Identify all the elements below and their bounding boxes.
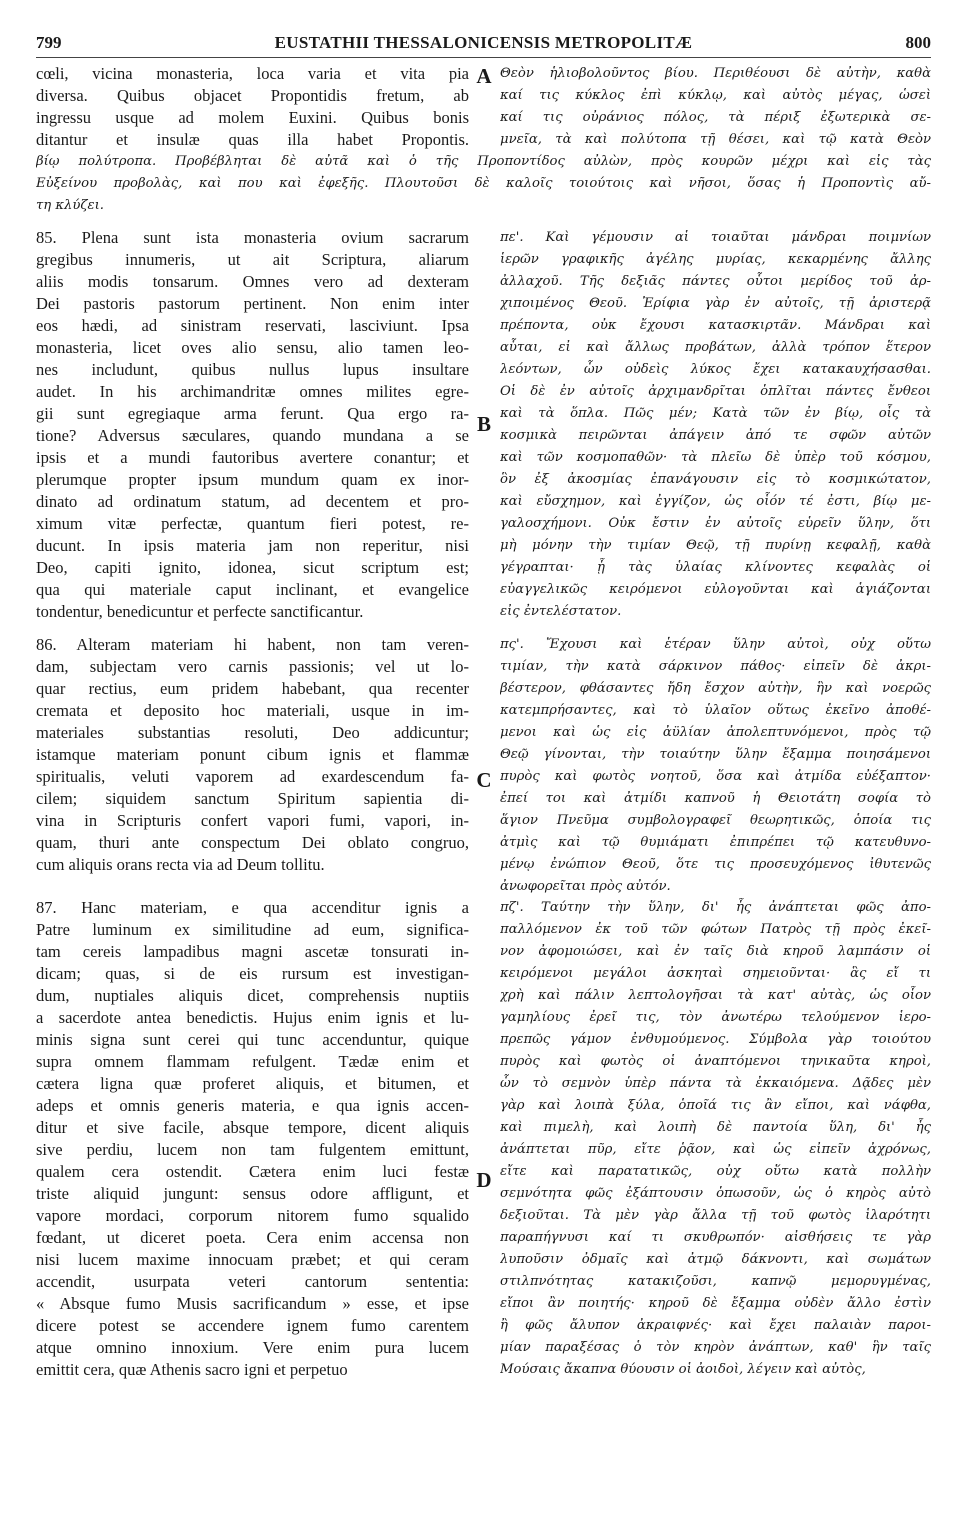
latin-paragraph-85-line: ipsis et a mundi fautoribus avertere conantur; et	[36, 448, 469, 467]
greek-paragraph-85-line: αὗται, εἰ καὶ ἄλλως προβάτων, ἀλλὰ τρόπον ἕτερον	[500, 340, 931, 355]
greek-paragraph-85-line: μὴ μόνην τὴν τιμίαν Θεῷ, τῇ πυρίνῃ κεφαλῇ, καθὰ	[500, 538, 931, 553]
latin-paragraph-87-line: a sacerdote antea benedictis. Hujus enim ignis et lu-	[36, 1008, 469, 1027]
intro-greek-line: Θεὸν ἡλιοβολοῦντος βίου. Περιθέουσι δὲ αὐτὴν, καθὰ	[500, 66, 931, 81]
latin-paragraph-86-line: quam, thuri ante conspectum Dei oblato congruo,	[36, 833, 469, 852]
latin-paragraph-87-line: supra omnem flammam refulgent. Tædæ enim et	[36, 1052, 469, 1071]
latin-paragraph-86-line: spiritualis, veluti vaporem ad exardescendum fa-	[36, 767, 469, 786]
latin-paragraph-85-line: audet. In his archimandritæ omnes milites egre-	[36, 382, 469, 401]
latin-paragraph-85-line: gregibus innumeris, ut ait Scriptura, aliarum	[36, 250, 469, 269]
greek-paragraph-86-line: βέστερον, φθάσαντες ἤδη ἔσχον αὐτὴν, ἣν καὶ νοερῶς	[500, 681, 931, 696]
latin-paragraph-86-line: dam, subjectam vero carnis passionis; vel ut lo-	[36, 657, 469, 676]
latin-paragraph-87-line: accendit, usurpata veteri cantorum sententia:	[36, 1272, 469, 1291]
latin-paragraph-85-line: nes includunt, quibus nullus lupus insultare	[36, 360, 469, 379]
margin-marker-d: D	[476, 1168, 492, 1192]
latin-paragraph-85-line: plerumque propter ipsum mundum quam ex inor-	[36, 470, 469, 489]
greek-paragraph-87-line: γαμηλίους ἐρεῖ τις, τὸν ἀνωτέρω τελούμενον ἱερο-	[500, 1010, 931, 1025]
greek-paragraph-85-line: εὐαγγελικῶς κειρόμενοι εὐλογοῦνται καὶ ἁγιάζονται	[500, 582, 931, 597]
latin-paragraph-85-line: tondentur, benedicuntur et perfecte sanctificantur.	[36, 602, 364, 621]
intro-spanning-line: τη κλύζει.	[36, 198, 104, 213]
latin-paragraph-86-line: cilem; siquidem sanctum Spiritum sapientia di-	[36, 789, 469, 808]
greek-paragraph-87-line: πυρὸς καὶ φωτὸς οἱ ἀναπτόμενοι τηνικαῦτα κηροὶ,	[500, 1054, 931, 1069]
latin-paragraph-87-line: cætera ligna quæ proferet aliquis, et bitumen, et	[36, 1074, 469, 1093]
latin-paragraph-85-line: dinato ad ordinatum statum, ad decentem et pro-	[36, 492, 469, 511]
greek-paragraph-87-line: καὶ πιμελὴ, καὶ λοιπὴ δὲ παντοία ὕλη, δι' ἧς	[500, 1120, 931, 1135]
latin-paragraph-87-line: dicam; quas, si de eis rursum est investigan-	[36, 964, 469, 983]
latin-paragraph-87-line: sive perdiu, lucem non tam fulgentem emittunt,	[36, 1140, 469, 1159]
greek-paragraph-87-line: ἀνάπτεται πῦρ, εἴτε ῥᾷον, καὶ ὡς εἰπεῖν ἀχρόνως,	[500, 1142, 931, 1157]
intro-latin-line: ingressu usque ad molem Euxini. Quibus bonis	[36, 108, 469, 127]
greek-paragraph-87-line: νον ἀφομοιώσει, καὶ ἐν ταῖς διὰ κηροῦ λαμπάσιν οἱ	[500, 944, 931, 959]
intro-greek-line: μνεῖα, τὰ καὶ πολύτοπα τῇ θέσει, καὶ τῷ κατὰ Θεὸν	[500, 132, 931, 147]
latin-paragraph-87-line: qualem cera ostendit. Cætera enim luci festæ	[36, 1162, 469, 1181]
greek-paragraph-85-line: λεόντων, ὧν οὐδεὶς λύκος ἔχει κατακαυχήσασθαι.	[500, 362, 931, 377]
latin-paragraph-87-line: atque omnino innoxium. Vere enim pura lucem	[36, 1338, 469, 1357]
intro-spanning-line: βίῳ πολύτροπα. Προβέβληται δὲ αὐτᾶ καὶ ὁ τῆς Προποντίδος αὐλὼν, πρὸς κουρῶν μέχρι καὶ εἰς τὰς	[36, 154, 931, 169]
latin-paragraph-86-line: cum aliquis orans recta via ad Deum tollitu.	[36, 855, 325, 874]
latin-paragraph-86-line: istamque materiam ponunt cibum ignis et flammæ	[36, 745, 469, 764]
greek-paragraph-86-line: Θεῷ γίνονται, τὴν τοιαύτην ὕλην ἔξαμμα ποιησάμενοι	[500, 747, 931, 762]
latin-paragraph-87-line: ditur et sive facile, absque tempore, dicent aliquis	[36, 1118, 469, 1137]
greek-paragraph-87-line: πρεπῶς γάμον ἐνθυμούμενος. Σύμβολα γὰρ τοιούτου	[500, 1032, 931, 1047]
greek-paragraph-87-line: εἴποι ἂν ποιητής· κηροῦ δὲ ἔξαμμα οὐδὲν ἄλλο ἐστὶν	[500, 1296, 931, 1311]
greek-paragraph-85-line: πε'. Καὶ γέμουσιν αἱ τοιαῦται μάνδραι ποιμνίων	[500, 230, 931, 245]
greek-paragraph-87-line: μίαν παραξέσας ὁ τὸν κηρὸν ἀνάπτων, καθ' ἣν ταῖς	[500, 1340, 931, 1355]
greek-paragraph-87-line: χρὴ καὶ πάλιν λεπτολογῆσαι τὰ κατ' αὐτὰς, ὡς οἷον	[500, 988, 931, 1003]
latin-paragraph-86-line: vina in Scripturis confert vapori fumi, vapori, in-	[36, 811, 469, 830]
latin-paragraph-85-line: 85. Plena sunt ista monasteria ovium sacrarum	[36, 228, 469, 247]
intro-greek-line: καί τις κύκλος ἐπὶ κύκλῳ, καὶ αὐτὸς μέγας, ὡσεὶ	[500, 88, 931, 103]
greek-paragraph-87-line: παραπήγνυσι καί τι σκυθρωπόν· αἰσθήσεις τε γὰρ	[500, 1230, 931, 1245]
greek-paragraph-86-line: ἀτμὶς καὶ τῷ θυμιάματι ἐπιπρέπει τῷ κατευθυνο-	[500, 835, 931, 850]
intro-latin-line: ditantur et insulæ quas illa habet Propontis.	[36, 130, 469, 149]
latin-paragraph-87-line: 87. Hanc materiam, e qua accenditur ignis a	[36, 898, 469, 917]
greek-paragraph-85-line: κοσμικὰ πειρῶνται ἀπάγειν ἀπό τε σφῶν αὐτῶν	[500, 428, 931, 443]
latin-paragraph-85-line: Deo, capiti ignito, idonea, sicut scriptum est;	[36, 558, 469, 577]
greek-paragraph-86-line: πυρὸς καὶ φωτὸς νοητοῦ, ὅσα καὶ ἀτμίδα εὐέξαπτον·	[500, 769, 931, 784]
greek-paragraph-86-line: μένῳ ἐνώπιον Θεοῦ, ὅτε τις προσευχόμενος ἰθυτενῶς	[500, 857, 931, 872]
latin-paragraph-87-line: « Absque fumo Musis sacrificandum » esse, et ipse	[36, 1294, 469, 1313]
greek-paragraph-85-line: καὶ τῶν κοσμοπαθῶν· τὰ πλεῖω δὲ ὑπὲρ τοῦ κόσμου,	[500, 450, 931, 465]
greek-paragraph-85-line: ἀλλαχοῦ. Τῆς δεξιᾶς πάντες οὗτοι μερίδος τοῦ ἀρ-	[500, 274, 931, 289]
greek-paragraph-87-line: γὰρ καὶ λοιπὰ ξύλα, ὁποῖά τις ἂν εἴποι, καὶ νάφθα,	[500, 1098, 931, 1113]
greek-paragraph-85-line: γέγραπται· ᾗ τὰς ὑλαίας κλίνοντες κεφαλὰς οἱ	[500, 560, 931, 575]
greek-paragraph-85-line: εἰς ἐντελέστατον.	[500, 604, 622, 619]
greek-paragraph-86-line: ἅγιον Πνεῦμα συμβολογραφεῖ θεωρητικῶς, ὁποία τις	[500, 813, 931, 828]
latin-paragraph-85-line: gii sunt egregiaque arma ferunt. Qua ergo ra-	[36, 404, 469, 423]
page-number-right: 800	[905, 33, 931, 52]
greek-paragraph-87-line: κειρόμενοι μεγάλοι ἀσκηταὶ σημειοῦνται· ἃς εἴ τι	[500, 966, 931, 981]
intro-latin-line: diversa. Quibus objacet Propontidis fretum, ab	[36, 86, 469, 105]
greek-paragraph-85-line: ὃν ἐξ ἀκοσμίας ἐπανάγουσιν εἰς τὸ κοσμικώτατον,	[500, 472, 931, 487]
greek-paragraph-86-line: ἀνωφορεῖται πρὸς αὐτόν.	[500, 879, 671, 894]
latin-paragraph-86-line: cremata et deposito hoc materiali, usque in im-	[36, 701, 469, 720]
greek-paragraph-86-line: κατεμπρήσαντες, καὶ τὸ ὑλαῖον οὕτως ἐκεῖνο ἀποθέ-	[500, 703, 931, 718]
margin-marker-b: B	[476, 412, 491, 436]
latin-paragraph-87-line: adeps et omnis generis materia, e qua ignis accen-	[36, 1096, 469, 1115]
latin-paragraph-87-line: fœdant, ut diceret poeta. Cera enim accensa non	[36, 1228, 469, 1247]
latin-paragraph-87-line: vapore mordaci, corporum nitorem fumo squalido	[36, 1206, 469, 1225]
page-number-left: 799	[36, 33, 62, 52]
latin-paragraph-87-line: triste aliquid jungunt: sensus odore affligunt, et	[36, 1184, 469, 1203]
page-header	[36, 33, 931, 55]
latin-paragraph-87-line: Patre luminum ex similitudine ad eum, significa-	[36, 920, 469, 939]
greek-paragraph-87-line: εἴτε καὶ παρατατικῶς, οὐχ οὕτω κατὰ πολλὴν	[500, 1164, 931, 1179]
greek-paragraph-87-line: στιλπνότητας κατακιζοῦσι, καπνῷ μεμορυγμένας,	[500, 1274, 931, 1289]
latin-paragraph-87-line: emittit cera, quæ Athenis sacro igni et perpetuo	[36, 1360, 348, 1379]
greek-paragraph-87-line: παλλόμενον ἐκ τοῦ τῶν φώτων Πατρὸς τῇ πρὸς ἐκεῖ-	[500, 922, 931, 937]
greek-paragraph-86-line: πς'. Ἔχουσι καὶ ἑτέραν ὕλην αὐτοὶ, οὐχ οὕτω	[500, 637, 931, 652]
header-rule	[36, 57, 931, 58]
intro-latin-line: cœli, vicina monasteria, loca varia et vita pia	[36, 64, 469, 83]
greek-paragraph-87-line: ὧν τὸ σεμνὸν ὑπὲρ πάντα τὰ ἐκκαιόμενα. Δᾷδες μὲν	[500, 1076, 931, 1091]
greek-paragraph-87-line: ἢ φῶς ἄλυπον ἀκραιφνές· καὶ ἔχει παλαιὰν παροι-	[500, 1318, 931, 1333]
greek-paragraph-86-line: ἐπεί τοι καὶ ἀτμίδι καπνοῦ ἡ Θειοτάτη σοφία τὸ	[500, 791, 931, 806]
running-title: EUSTATHII THESSALONICENSIS METROPOLITÆ	[274, 33, 693, 52]
greek-paragraph-87-line: δεξιοῦται. Τὰ μὲν γὰρ ἄλλα τῇ τοῦ φωτὸς ἱλαρότητι	[500, 1208, 931, 1223]
latin-paragraph-85-line: qua qui materiale caput inclinant, et evangelice	[36, 580, 469, 599]
latin-paragraph-85-line: tione? Adversus sæculares, quando mundana a se	[36, 426, 469, 445]
greek-paragraph-85-line: Οἱ δὲ ἐν αὐτοῖς ἀρχιμανδρῖται ὁπλῖται πάντες ἔνθεοι	[500, 384, 931, 399]
greek-paragraph-86-line: τιμίαν, τὴν κατὰ σάρκινον πάθος· εἰπεῖν δὲ ἀκρι-	[500, 659, 931, 674]
latin-paragraph-86-line: 86. Alteram materiam hi habent, non tam veren-	[36, 635, 469, 654]
intro-greek-line: καί τις οὐράνιος πόλος, τὰ πέριξ ἐξωτερικὰ σε-	[500, 110, 931, 125]
latin-paragraph-87-line: dicere potest se accendere ignem fumo carentem	[36, 1316, 469, 1335]
latin-paragraph-85-line: ximum vitæ perfectæ, quantum fieri potest, re-	[36, 514, 469, 533]
greek-paragraph-86-line: μενοι καὶ ὡς εἰς ἀϋλίαν ἀπολεπτυνόμενοι, πρὸς τῷ	[500, 725, 931, 740]
greek-paragraph-85-line: πρέποντα, οὐκ ἔχουσι κατασκιρτᾶν. Μάνδραι καὶ	[500, 318, 931, 333]
latin-paragraph-85-line: monasteria, licet oves alio sensu, alio tamen leo-	[36, 338, 469, 357]
greek-paragraph-85-line: γαλοσχήμονι. Οὐκ ἔστιν ἐν αὐτοῖς εὑρεῖν ὕλην, ὅτι	[500, 516, 931, 531]
intro-spanning-line: Εὐξείνου προβολὰς, καὶ που καὶ ἐφεξῆς. Πλουτοῦσι δὲ καλοῖς τοιούτοις καὶ νῆσοι, ὅσας ἡ Προποντὶς αὔ-	[36, 176, 931, 191]
greek-paragraph-85-line: ἱερῶν γραφικῆς ἀγέλης μυρίας, κεκαρμένης ἄλλης	[500, 252, 931, 267]
latin-paragraph-85-line: ducunt. In ipsis materia jam non reperitur, nisi	[36, 536, 469, 555]
latin-paragraph-85-line: Dei pastoris pastorum pertinent. Non enim inter	[36, 294, 469, 313]
greek-paragraph-85-line: καὶ τὰ ὅπλα. Πῶς μέν; Κατὰ τῶν ἐν βίῳ, οἷς τὰ	[500, 406, 931, 421]
greek-paragraph-87-line: λυποῦσιν ὀδμαῖς καὶ ἀτμῷ δάκνοντι, καὶ σωμάτων	[500, 1252, 931, 1267]
greek-paragraph-85-line: χιποιμένος Θεοῦ. Ἐρίφια γὰρ ἐν αὐτοῖς, τῇ ἀριστερᾷ	[500, 296, 931, 311]
latin-paragraph-86-line: materiales substantias resoluti, Deo addicuntur;	[36, 723, 469, 742]
latin-paragraph-87-line: nisi lucem maxime innocuam præbet; et qui ceram	[36, 1250, 469, 1269]
greek-paragraph-87-line: πζ'. Ταύτην τὴν ὕλην, δι' ἧς ἀνάπτεται φῶς ἀπο-	[500, 900, 931, 915]
latin-paragraph-87-line: dum, nuptiales aliquis dicet, comprehensis nuptiis	[36, 986, 469, 1005]
greek-paragraph-87-line: Μούσαις ἄκαπνα θύουσιν οἱ ἀοιδοὶ, λέγειν καὶ αὐτὸς,	[500, 1362, 866, 1377]
margin-marker-a: A	[476, 64, 492, 88]
greek-paragraph-85-line: καὶ εὔσχημον, καὶ ἐγγίζον, ὡς οἷόν τέ ἐστι, βίῳ με-	[500, 494, 931, 509]
latin-paragraph-86-line: quar rectius, eum pridem habebant, qua recenter	[36, 679, 469, 698]
greek-paragraph-87-line: σεμνότητα φῶς ἐξάπτουσιν ὁπωσοῦν, ὡς ὁ κηρὸς αὐτὸ	[500, 1186, 931, 1201]
margin-marker-c: C	[476, 768, 492, 792]
latin-paragraph-85-line: aliis modis tonsarum. Omnes vero ad dexteram	[36, 272, 469, 291]
latin-paragraph-87-line: tam cereis lampadibus magni ascetæ tonsurati in-	[36, 942, 469, 961]
latin-paragraph-85-line: eos hædi, ad sinistram reservati, lasciviunt. Ipsa	[36, 316, 469, 335]
latin-paragraph-87-line: minis signa sunt cerei qui tunc accenduntur, quique	[36, 1030, 469, 1049]
